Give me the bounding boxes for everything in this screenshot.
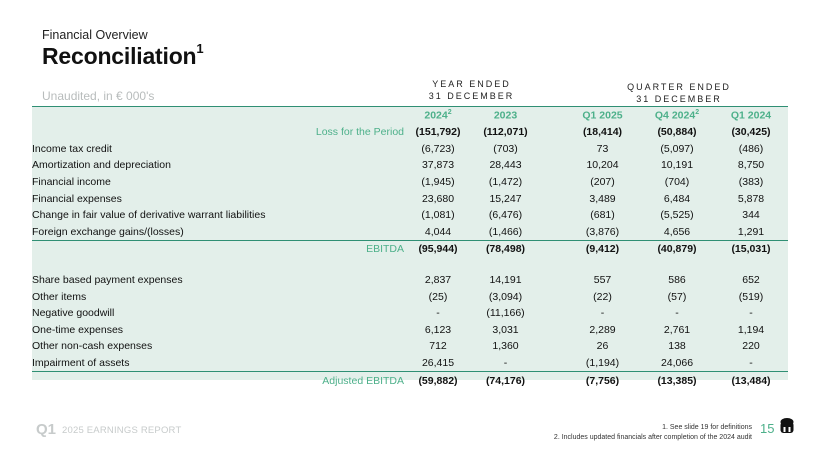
spacer-row	[32, 258, 788, 272]
cell: -	[600, 307, 605, 320]
cell: 1,291	[714, 224, 788, 241]
cell: (78,498)	[485, 243, 526, 256]
cell: 14,191	[489, 274, 522, 287]
cell: -	[472, 355, 539, 372]
row-label: Financial expenses	[32, 192, 122, 205]
cell: 28,443	[489, 159, 522, 172]
footnote-1: 1. See slide 19 for definitions	[662, 424, 752, 431]
footnote-2: 2. Includes updated financials after completion of the 2024 audit	[553, 433, 752, 441]
cell: (486)	[738, 142, 764, 155]
cell: 26	[596, 340, 609, 353]
cell: (1,466)	[472, 224, 539, 241]
column-header: 2024$^2$	[404, 107, 472, 125]
table-row-negative-goodwill	[32, 305, 788, 322]
cell: (519)	[738, 290, 764, 303]
table-row-warrant	[32, 207, 788, 224]
cell: (13,484)	[731, 374, 771, 387]
unaudited-note: Unaudited, in € 000's	[42, 89, 155, 103]
cell: 26,415	[404, 355, 472, 372]
cell: -	[714, 355, 788, 372]
cell: (74,176)	[485, 374, 526, 387]
column-header: Q1 2025	[565, 107, 640, 125]
row-label: One-time expenses	[32, 323, 124, 336]
cell: (383)	[738, 176, 764, 189]
quarter-group-header: QUARTER ENDED 31 DECEMBER	[627, 82, 731, 104]
row-label: Change in fair value of derivative warrant liabilities	[32, 209, 266, 222]
row-label: Foreign exchange gains/(losses)	[32, 224, 404, 241]
cell: -	[675, 307, 679, 320]
table-row-one-time	[32, 322, 788, 339]
table-row-income-tax	[32, 141, 788, 158]
cell: (57)	[667, 290, 687, 303]
cell: 344	[742, 209, 760, 222]
cell: 586	[668, 274, 686, 287]
row-label: Income tax credit	[32, 142, 112, 155]
page-number: 15	[760, 421, 775, 436]
cell: 10,191	[660, 159, 694, 172]
row-label: Financial income	[32, 176, 111, 189]
row-label: Amortization and depreciation	[32, 159, 171, 172]
cell: (9,412)	[585, 243, 620, 256]
cell: 15,247	[489, 192, 522, 205]
table-row-other-items	[32, 288, 788, 305]
cell: 5,878	[737, 192, 765, 205]
cell: (50,884)	[657, 126, 697, 139]
cell: (1,472)	[488, 176, 523, 189]
cell: 1,194	[737, 323, 765, 336]
table-row-adjusted-ebitda	[32, 372, 788, 389]
cell: (95,944)	[418, 243, 458, 256]
cell: 712	[429, 340, 447, 353]
cell: 2,289	[589, 323, 616, 336]
table-row-fx	[32, 224, 788, 241]
column-header: Q1 2024	[714, 107, 788, 125]
row-label: Loss for the Period	[315, 126, 404, 139]
cell: (40,879)	[657, 243, 697, 256]
row-label: Negative goodwill	[32, 307, 115, 320]
cell: 3,031	[492, 323, 519, 336]
cell: 73	[596, 142, 609, 155]
cell: (7,756)	[585, 374, 620, 387]
row-label: EBITDA	[366, 243, 404, 256]
cell: (6,476)	[488, 209, 523, 222]
cell: (1,945)	[421, 176, 455, 189]
column-header: 2023	[472, 107, 539, 125]
table-row-loss	[32, 124, 788, 141]
cell: 1,360	[492, 340, 519, 353]
cell: (59,882)	[418, 374, 458, 387]
slide-subtitle: Financial Overview	[42, 28, 148, 42]
footer-report-title: 2025 EARNINGS REPORT	[62, 425, 182, 436]
table-row-ebitda	[32, 241, 788, 258]
table-row-impairment	[32, 355, 788, 372]
company-logo-icon	[779, 417, 795, 439]
table-row-share-based	[32, 272, 788, 289]
cell: (15,031)	[731, 243, 771, 256]
cell: 3,489	[589, 192, 616, 205]
cell: 2,837	[424, 274, 452, 287]
row-label: Other items	[32, 290, 87, 303]
table-row-financial-income	[32, 174, 788, 191]
cell: 6,484	[663, 192, 691, 205]
cell: (112,071)	[483, 126, 528, 139]
table-row-non-cash	[32, 338, 788, 355]
cell: (1,194)	[565, 355, 640, 372]
cell: -	[749, 307, 753, 320]
cell: 6,123	[424, 323, 452, 336]
cell: 24,066	[640, 355, 714, 372]
table-row-amortization	[32, 157, 788, 174]
cell: 4,044	[404, 224, 472, 241]
cell: 557	[593, 274, 612, 287]
cell: (25)	[428, 290, 448, 303]
cell: 8,750	[737, 159, 765, 172]
cell: (3,876)	[565, 224, 640, 241]
cell: (6,723)	[421, 142, 455, 155]
cell: (22)	[593, 290, 612, 303]
column-header: Q4 2024$^2$	[640, 107, 714, 125]
cell: 4,656	[640, 224, 714, 241]
cell: -	[436, 307, 440, 320]
row-label: Share based payment expenses	[32, 274, 183, 287]
cell: (3,094)	[488, 290, 523, 303]
cell: (5,097)	[660, 142, 694, 155]
cell: 220	[742, 340, 760, 353]
row-label: Other non-cash expenses	[32, 340, 153, 353]
cell: 138	[668, 340, 686, 353]
cell: (1,081)	[421, 209, 455, 222]
cell: 23,680	[421, 192, 455, 205]
cell: (5,525)	[660, 209, 694, 222]
title-footnote-marker: 1	[196, 41, 204, 57]
cell: (703)	[493, 142, 518, 155]
reconciliation-table	[32, 106, 788, 389]
cell: (151,792)	[415, 126, 461, 139]
cell: 2,761	[663, 323, 691, 336]
cell: (11,166)	[486, 307, 525, 320]
cell: 37,873	[421, 159, 455, 172]
row-label: Adjusted EBITDA	[322, 374, 404, 387]
cell: 652	[742, 274, 760, 287]
cell: 10,204	[586, 159, 619, 172]
cell: (704)	[664, 176, 690, 189]
footer-quarter: Q1	[36, 421, 57, 438]
slide-title: Reconciliation$^1$	[42, 41, 204, 69]
cell: (13,385)	[657, 374, 697, 387]
cell: (207)	[590, 176, 615, 189]
cell: (681)	[590, 209, 615, 222]
cell: (30,425)	[731, 126, 771, 139]
cell: (18,414)	[582, 126, 623, 139]
footnotes	[554, 423, 752, 442]
year-group-header: YEAR ENDED 31 DECEMBER	[428, 79, 515, 101]
table-row-financial-expenses	[32, 190, 788, 207]
column-header-row	[32, 107, 788, 125]
row-label: Impairment of assets	[32, 355, 404, 372]
